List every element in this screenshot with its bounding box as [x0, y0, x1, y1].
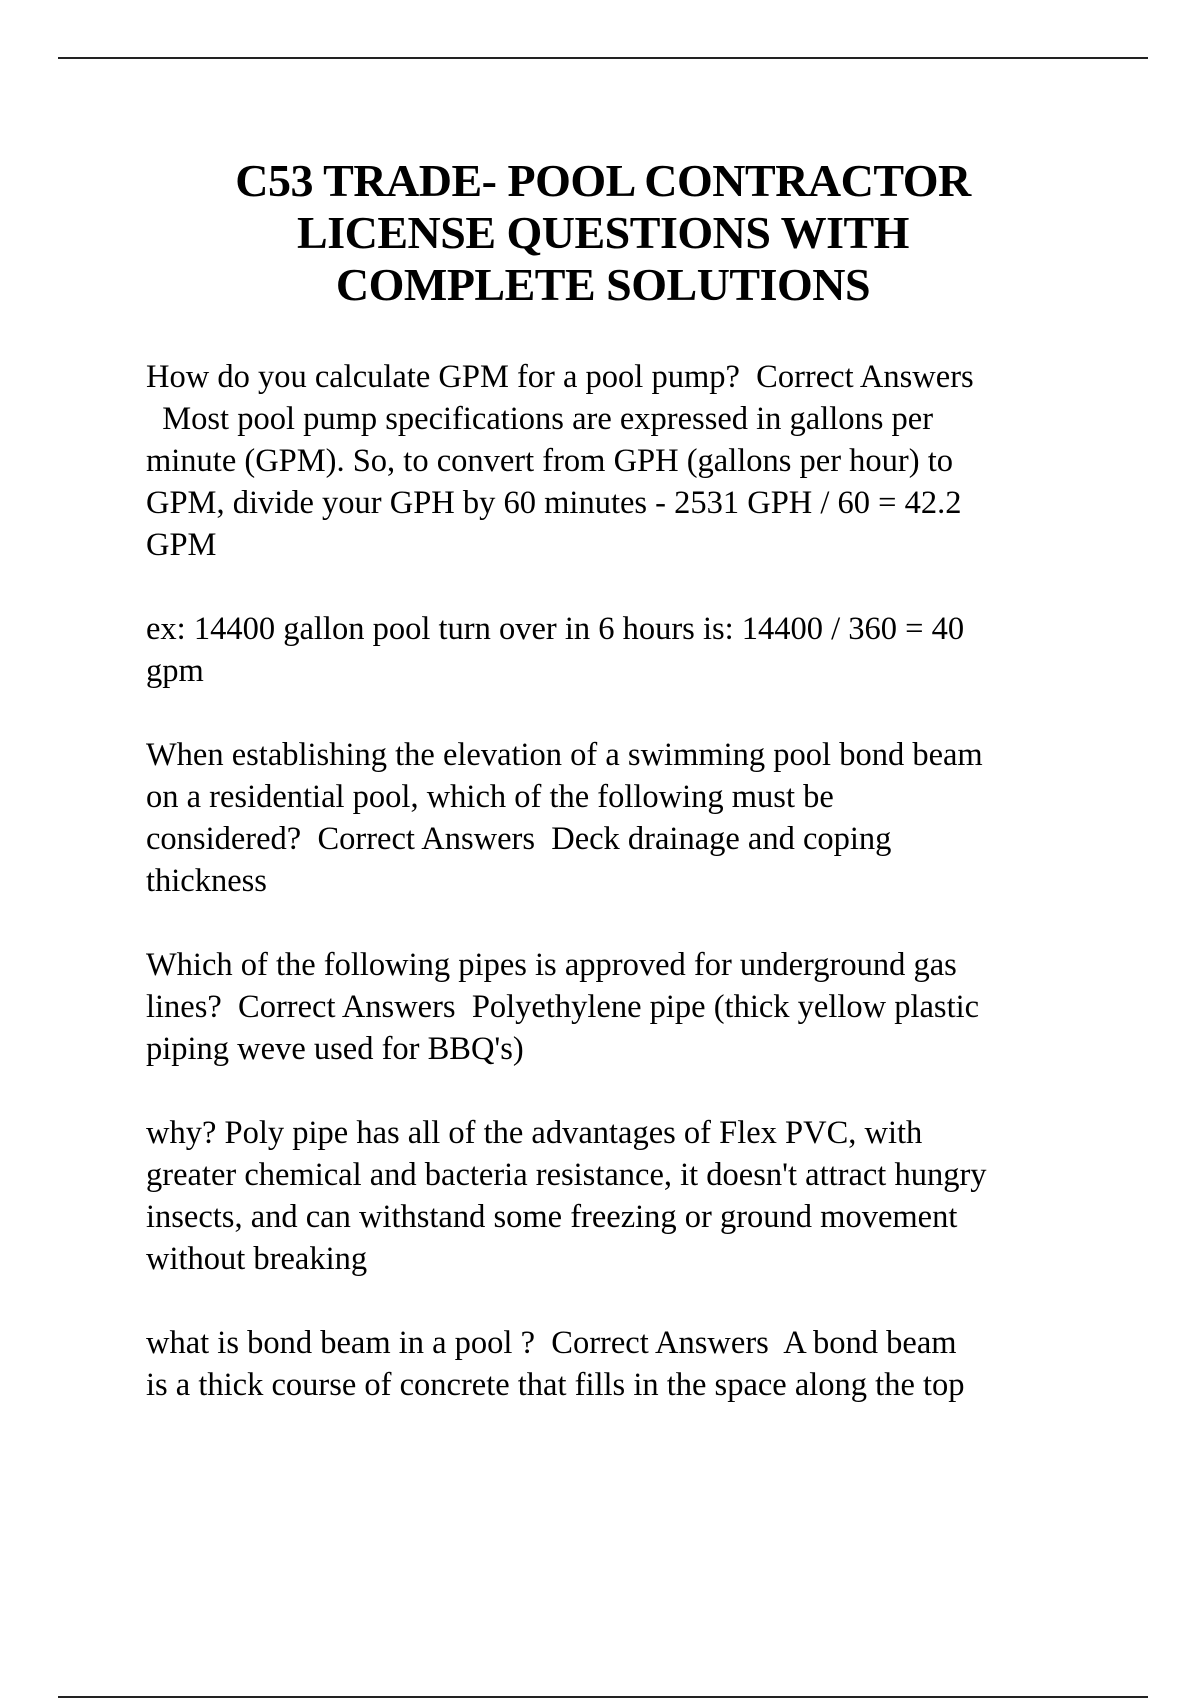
- paragraph-line: GPM, divide your GPH by 60 minutes - 2531 GPH / 60 = 42.2: [146, 485, 962, 521]
- paragraph-line: When establishing the elevation of a swimming pool bond beam: [146, 737, 983, 773]
- paragraph-line: without breaking: [146, 1241, 368, 1277]
- paragraph-line: is a thick course of concrete that fills in the space along the top: [146, 1367, 965, 1403]
- paragraph-line: ex: 14400 gallon pool turn over in 6 hours is: 14400 / 360 = 40: [146, 611, 965, 647]
- paragraph-line: minute (GPM). So, to convert from GPH (gallons per hour) to: [146, 443, 953, 479]
- paragraph-line: on a residential pool, which of the following must be: [146, 779, 834, 815]
- qa-paragraph: [146, 1112, 1106, 1280]
- document-title: [0, 155, 1200, 311]
- paragraph-line: what is bond beam in a pool ? Correct Answers A bond beam: [146, 1325, 957, 1361]
- footer-rule: [58, 1696, 1148, 1698]
- paragraph-line: why? Poly pipe has all of the advantages of Flex PVC, with: [146, 1115, 923, 1151]
- paragraph-line: Most pool pump specifications are expressed in gallons per: [146, 401, 934, 437]
- paragraph-line: lines? Correct Answers Polyethylene pipe (thick yellow plastic: [146, 989, 980, 1025]
- qa-paragraph: [146, 734, 1106, 902]
- qa-paragraph: [146, 356, 1106, 566]
- title-line: COMPLETE SOLUTIONS: [335, 259, 871, 310]
- title-line: LICENSE QUESTIONS WITH: [297, 207, 909, 258]
- qa-paragraph: [146, 1322, 1106, 1406]
- qa-paragraph: [146, 608, 1106, 692]
- paragraph-line: Which of the following pipes is approved for underground gas: [146, 947, 957, 983]
- paragraph-line: piping weve used for BBQ's): [146, 1031, 524, 1067]
- paragraph-line: GPM: [146, 527, 217, 563]
- paragraph-line: insects, and can withstand some freezing or ground movement: [146, 1199, 958, 1235]
- paragraph-line: thickness: [146, 863, 267, 899]
- qa-paragraph: [146, 944, 1106, 1070]
- title-line: C53 TRADE- POOL CONTRACTOR: [235, 155, 971, 206]
- paragraph-line: gpm: [146, 653, 204, 689]
- header-rule: [58, 57, 1148, 59]
- document-body: [146, 356, 1106, 1448]
- paragraph-line: considered? Correct Answers Deck drainage and coping: [146, 821, 892, 857]
- paragraph-line: How do you calculate GPM for a pool pump? Correct Answers: [146, 359, 974, 395]
- paragraph-line: greater chemical and bacteria resistance, it doesn't attract hungry: [146, 1157, 987, 1193]
